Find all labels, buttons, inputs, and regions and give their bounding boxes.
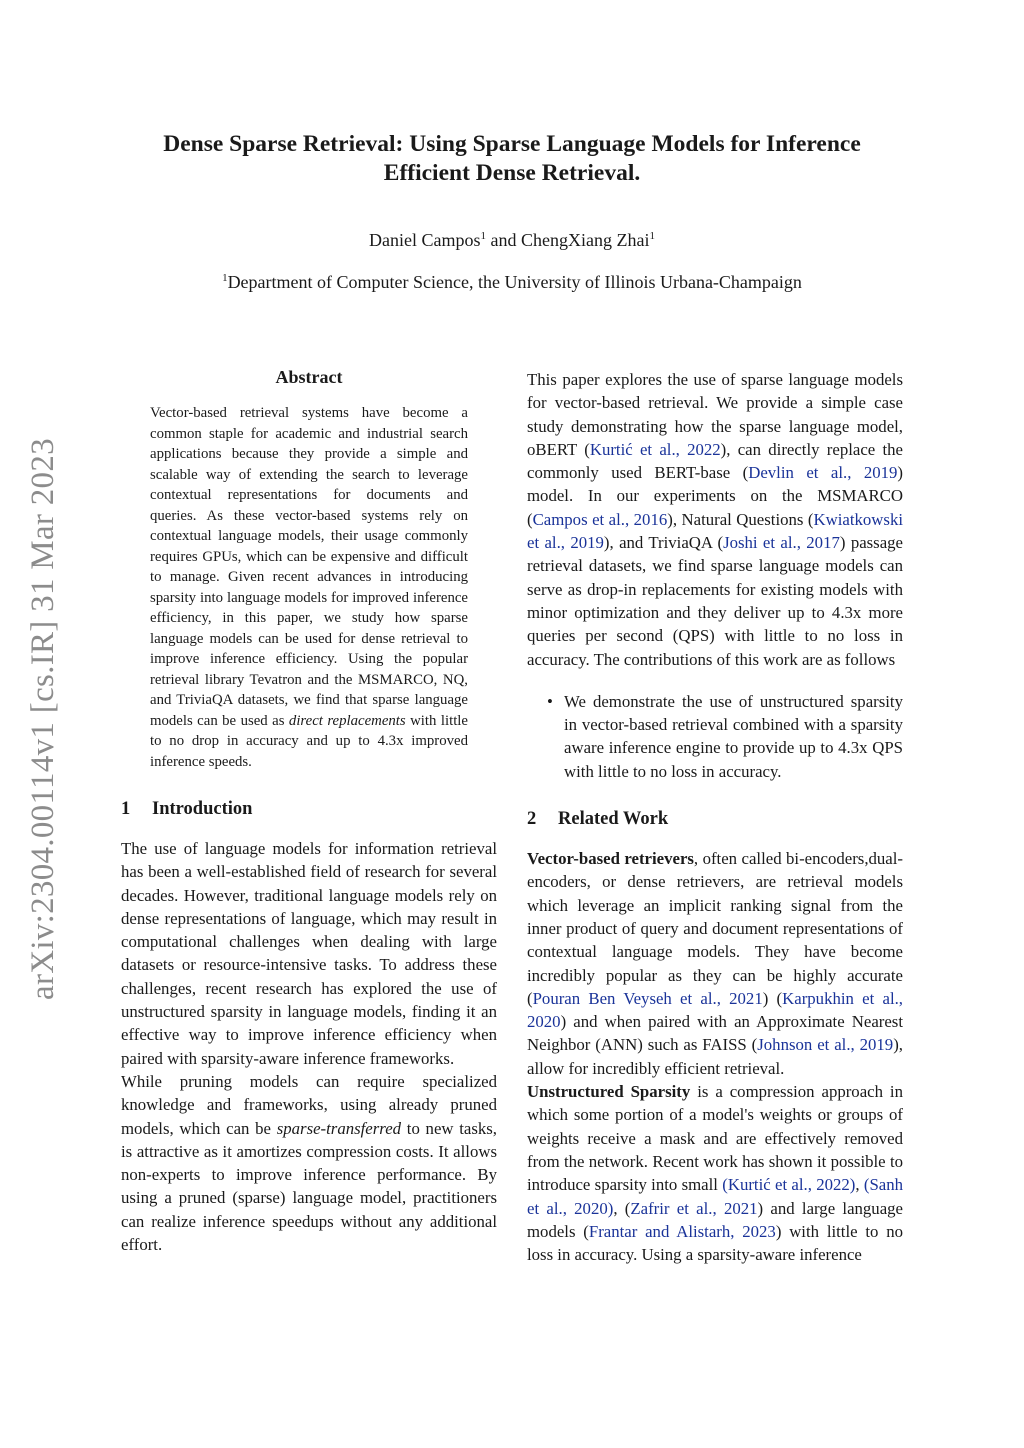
paragraph-text: ) passage retrieval datasets, we find sparse language models can serve as drop-in replacements for existing models with minor optimization and they deliver up to 4.3x more queries per second (QPS) with little to no loss in accuracy. The contributions of this work are as follows [527,533,904,669]
bullet-marker: • [547,691,553,711]
section-number: 2 [527,809,537,830]
paragraph-text: ), allow for incredibly efficient retrieval. [527,1035,903,1078]
citation-link[interactable]: Joshi et al., 2017 [723,533,840,553]
title-line-2: Efficient Dense Retrieval. [383,160,641,186]
citation-link[interactable]: Zafrir et al., 2021 [630,1198,758,1218]
emphasis-text: sparse-transferred [276,1118,402,1138]
citation-link[interactable]: Karpukhin et al., 2020 [527,988,904,1032]
citation-link[interactable]: Pouran Ben Veyseh et al., 2021 [532,988,763,1008]
author-name: ChengXiang Zhai [521,230,650,250]
intro-continued-paragraph [527,368,903,671]
paragraph-text: ) and large language models ( [527,1198,903,1241]
paragraph-text: , ( [613,1198,631,1218]
affiliation-text: Department of Computer Science, the University of Illinois Urbana-Champaign [227,272,802,292]
author-conjunction: and [486,230,521,250]
paragraph-lead: Vector-based retrievers [527,849,694,869]
affiliation-marker: 1 [649,230,655,242]
paragraph-text: ), and TriviaQA ( [603,533,724,553]
citation-link[interactable]: Kurtić et al., 2022 [589,439,721,459]
list-item-text: We demonstrate the use of unstructured sparsity in vector-based retrieval combined with a sparsity aware inference engine to provide up to 4.3x QPS with little to no loss in accuracy. [564,691,903,781]
paragraph-text: ) model. In our experiments on the MSMARCO ( [527,463,903,529]
citation-link[interactable]: (Sanh et al., 2020) [527,1175,904,1218]
left-column [121,365,497,1256]
affiliation-marker: 1 [222,272,228,284]
title-line-1: Dense Sparse Retrieval: Using Sparse Language Models for Inference [163,131,861,157]
intro-paragraph [121,1070,497,1256]
abstract-text: Vector-based retrieval systems have become a common staple for academic and industrial search applications because they provide a simple and scalable way of extending the search to leverage contextual representations for documents and queries. As these vector-based systems rely on contextual language models, their usage commonly requires GPUs, which can be expensive and difficult to manage. Given recent advances in introducing sparsity into language models for improved inference efficiency, in this paper, we study how sparse language models can be used for dense retrieval to improve inference efficiency. Using the popular retrieval library Tevatron and the MSMARCO, NQ, and TriviaQA datasets, we find that sparse language models can be used as [150,405,468,729]
section-heading-introduction [121,797,497,821]
paragraph-text: , often called bi-encoders,dual-encoders, or dense retrievers, are retrieval models which leverage an implicit ranking signal from the inner product of query and document representations of contextual language models. They have become incredibly popular as they can be highly accurate ( [527,849,903,1008]
paper-title [100,130,924,188]
paragraph-text: is a compression approach in which some portion of a model's weights or groups of weights receive a mask and are effectively removed from the network. Recent work has shown it possible to introduce sparsity into small [527,1082,903,1195]
citation-link[interactable]: Kwiatkowski et al., 2019 [527,509,903,553]
section-title: Related Work [558,809,669,830]
abstract-body [150,403,468,772]
paragraph-text: , [855,1175,864,1195]
affiliation [100,270,924,294]
paragraph-text: This paper explores the use of sparse language models for vector-based retrieval. We provide a simple case study demonstrating how the sparse language model, oBERT ( [527,370,903,459]
abstract-text: with little to no drop in accuracy and up to 4.3x improved inference speeds. [150,712,468,770]
paragraph-text: ) ( [762,988,783,1008]
right-column [527,368,903,1266]
citation-link[interactable]: Frantar and Alistarh, 2023 [588,1221,776,1241]
paragraph-text: ) and when paired with an Approximate Nearest Neighbor (ANN) such as FAISS ( [527,1012,903,1055]
affiliation-marker: 1 [480,230,486,242]
abstract-emphasis: direct replacements [288,712,406,729]
paragraph-text: to new tasks, is attractive as it amortizes compression costs. It allows non-experts to improve inference performance. By using a pruned (sparse) language model, practitioners can realize inference speedups without any additional effort. [121,1118,498,1255]
abstract-heading: Abstract [275,367,343,387]
contributions-list [527,690,903,783]
section-heading-related-work [527,807,903,831]
intro-paragraph: The use of language models for information retrieval has been a well-established field of research for several decades. However, traditional language models rely on dense representations of language, which may result in computational challenges when dealing with large datasets or resource-intensive tasks. To address these challenges, recent research has explored the use of unstructured sparsity in language models, finding it an effective way to improve inference efficiency when paired with sparsity-aware inference frameworks. [121,839,497,1068]
related-work-paragraph [527,1080,903,1266]
author-name: Daniel Campos [369,230,481,250]
citation-link[interactable]: Johnson et al., 2019 [757,1035,894,1055]
related-work-paragraph [527,847,903,1080]
author-list [100,228,924,252]
paragraph-text: ), Natural Questions ( [667,509,814,529]
list-item [527,690,903,783]
section-title: Introduction [152,799,253,819]
arxiv-stamp: arXiv:2304.00114v1 [cs.IR] 31 Mar 2023 [25,438,61,1000]
citation-link[interactable]: Devlin et al., 2019 [748,463,898,483]
citation-link[interactable]: Campos et al., 2016 [532,509,668,529]
paragraph-text: ), can directly replace the commonly used BERT-base ( [527,439,903,483]
paragraph-text: While pruning models can require specialized knowledge and frameworks, using already pruned models, which can be [121,1071,497,1138]
paragraph-text: ) with little to no loss in accuracy. Using a sparsity-aware inference [527,1221,903,1265]
citation-link[interactable]: (Kurtić et al., 2022) [722,1175,856,1195]
paragraph-lead: Unstructured Sparsity [527,1082,691,1102]
section-number: 1 [121,799,131,819]
